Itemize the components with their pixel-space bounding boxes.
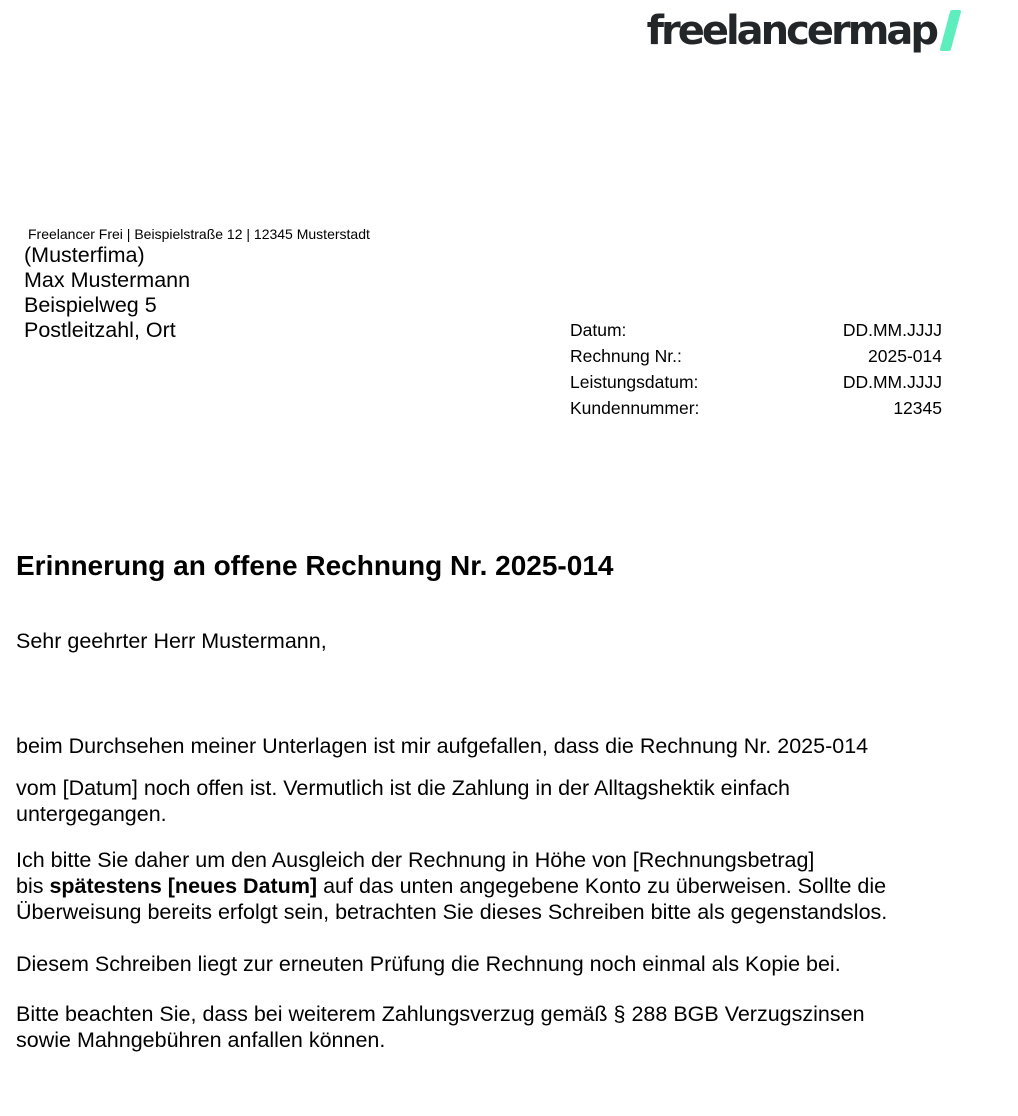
meta-value-date: DD.MM.JJJJ	[842, 320, 942, 340]
paragraph-3-copy-note	[16, 951, 841, 977]
text-line: Ich bitte Sie daher um den Ausgleich der Rechnung in Höhe von [Rechnungsbetrag]	[16, 848, 815, 872]
meta-label-invoice-number: Rechnung Nr.:	[570, 346, 682, 366]
text-line	[16, 873, 887, 899]
paragraph-2-payment-request	[16, 847, 887, 925]
recipient-address	[24, 243, 190, 343]
paragraph-1-intro	[16, 733, 868, 759]
meta-row-invoice-number	[570, 343, 942, 369]
meta-value-service-date: DD.MM.JJJJ	[842, 372, 942, 392]
salutation: Sehr geehrter Herr Mustermann,	[16, 629, 327, 653]
meta-label-service-date: Leistungsdatum:	[570, 372, 699, 392]
text-line: untergegangen.	[16, 802, 167, 826]
logo-wordmark: freelancermap	[646, 7, 936, 54]
recipient-line-street: Beispielweg 5	[24, 293, 157, 317]
paragraph-4-legal-note	[16, 1001, 865, 1053]
meta-row-date	[570, 317, 942, 343]
logo-slash-icon	[940, 10, 962, 51]
recipient-line-city: Postleitzahl, Ort	[24, 318, 176, 342]
recipient-line-name: Max Mustermann	[24, 268, 191, 292]
text-segment: auf das unten angegebene Konto zu überweisen. Sollte die	[317, 874, 887, 898]
meta-label-customer-number: Kundennummer:	[570, 398, 700, 418]
meta-value-customer-number: 12345	[893, 398, 942, 418]
letter-heading: Erinnerung an offene Rechnung Nr. 2025-014	[16, 550, 614, 581]
recipient-line-company: (Musterfima)	[24, 243, 145, 267]
meta-row-service-date	[570, 369, 942, 395]
sender-return-address: Freelancer Frei | Beispielstraße 12 | 12345 Musterstadt	[28, 226, 370, 242]
deadline-placeholder-bold: spätestens [neues Datum]	[49, 874, 318, 898]
text-line: sowie Mahngebühren anfallen können.	[16, 1028, 386, 1052]
meta-row-customer-number	[570, 395, 942, 421]
invoice-meta-block	[570, 317, 942, 421]
text-line: Diesem Schreiben liegt zur erneuten Prüfung die Rechnung noch einmal als Kopie bei.	[16, 952, 841, 976]
text-line: beim Durchsehen meiner Unterlagen ist mir aufgefallen, dass die Rechnung Nr. 2025-014	[16, 734, 869, 758]
text-line: Bitte beachten Sie, dass bei weiterem Zahlungsverzug gemäß § 288 BGB Verzugszinsen	[16, 1002, 865, 1026]
freelancermap-logo	[646, 7, 956, 54]
text-segment: bis	[16, 874, 50, 898]
paragraph-1-continued	[16, 775, 790, 827]
text-line: Überweisung bereits erfolgt sein, betrachten Sie dieses Schreiben bitte als gegenstandslos.	[16, 900, 888, 924]
meta-value-invoice-number: 2025-014	[868, 346, 942, 366]
text-line: vom [Datum] noch offen ist. Vermutlich ist die Zahlung in der Alltagshektik einfach	[16, 776, 790, 800]
meta-label-date: Datum:	[570, 320, 627, 340]
